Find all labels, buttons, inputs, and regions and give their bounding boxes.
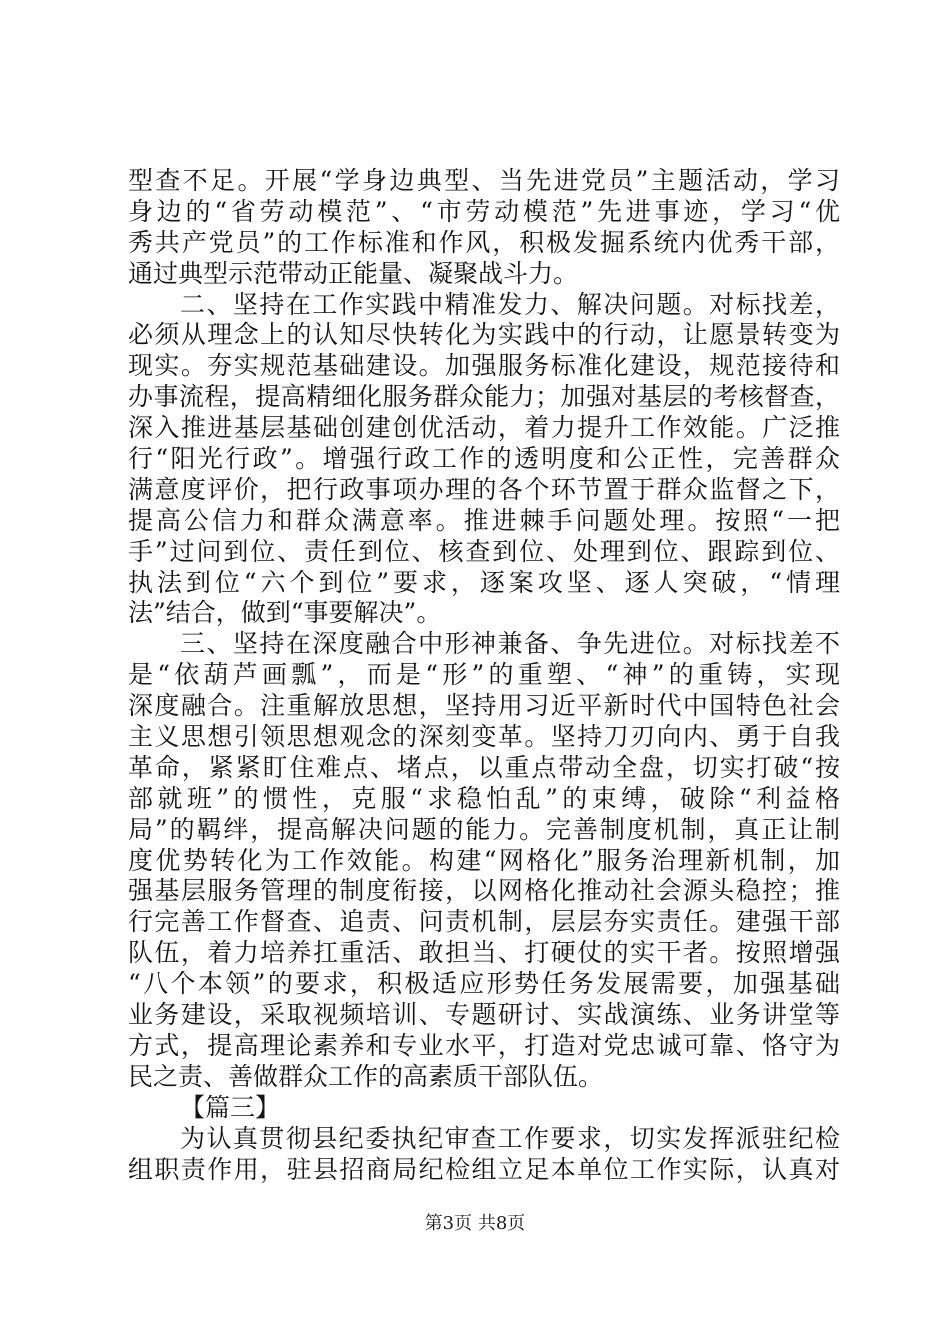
section-heading: 【篇三】 (180, 1092, 281, 1122)
text-line: 是“依葫芦画瓢”，而是“形”的重塑、“神”的重铸，实现 (128, 660, 840, 690)
text-line: 通过典型示范带动正能量、凝聚战斗力。 (128, 258, 579, 288)
text-line: 深入推进基层基础创建创优活动，着力提升工作效能。广泛推 (128, 413, 840, 443)
paragraph-section-three (128, 629, 840, 1092)
text-line: 主义思想引领思想观念的深刻变革。坚持刀刃向内、勇于自我 (128, 722, 840, 752)
paragraph-section-pian-san (128, 1124, 840, 1186)
text-line: 秀共产党员”的工作标准和作风，积极发掘系统内优秀干部， (128, 227, 840, 257)
text-line: 办事流程，提高精细化服务群众能力；加强对基层的考核督查， (128, 382, 840, 412)
text-line: 强基层服务管理的制度衔接，以网格化推动社会源头稳控；推 (128, 876, 840, 906)
document-body (128, 166, 840, 1185)
text-line: “八个本领”的要求，积极适应形势任务发展需要，加强基础 (128, 969, 840, 999)
page-number-footer: 第3页 共8页 (424, 1213, 526, 1234)
text-line: 局”的羁绊，提高解决问题的能力。完善制度机制，真正让制 (128, 814, 840, 844)
text-line: 队伍，着力培养扛重活、敢担当、打硬仗的实干者。按照增强 (128, 938, 840, 968)
text-line: 深度融合。注重解放思想，坚持用习近平新时代中国特色社会 (128, 691, 840, 721)
text-line: 方式，提高理论素养和专业水平，打造对党忠诚可靠、恪守为 (128, 1030, 840, 1060)
text-line: 提高公信力和群众满意率。推进棘手问题处理。按照“一把 (128, 505, 840, 535)
text-line: 三、坚持在深度融合中形神兼备、争先进位。对标找差不 (180, 629, 840, 659)
text-line: 型查不足。开展“学身边典型、当先进党员”主题活动，学习 (128, 166, 840, 195)
text-line: 身边的“省劳动模范”、“市劳动模范”先进事迹，学习“优 (128, 196, 840, 226)
text-line: 革命，紧紧盯住难点、堵点，以重点带动全盘，切实打破“按 (128, 752, 840, 782)
text-line: 现实。夯实规范基础建设。加强服务标准化建设，规范接待和 (128, 351, 840, 381)
text-line: 法”结合，做到“事要解决”。 (128, 598, 442, 628)
text-line: 执法到位“六个到位”要求，逐案攻坚、逐人突破，“情理 (128, 567, 840, 597)
text-line: 行完善工作督查、追责、问责机制，层层夯实责任。建强干部 (128, 907, 840, 937)
text-line: 满意度评价，把行政事项办理的各个环节置于群众监督之下， (128, 474, 840, 504)
paragraph-continued (128, 166, 840, 290)
text-line: 为认真贯彻县纪委执纪审查工作要求，切实发挥派驻纪检 (180, 1123, 840, 1153)
text-line: 手”过问到位、责任到位、核查到位、处理到位、跟踪到位、 (128, 536, 840, 566)
text-line: 必须从理念上的认知尽快转化为实践中的行动，让愿景转变为 (128, 320, 840, 350)
text-line: 组职责作用，驻县招商局纪检组立足本单位工作实际，认真对 (128, 1154, 840, 1184)
text-line: 民之责、善做群众工作的高素质干部队伍。 (128, 1061, 604, 1091)
text-line: 度优势转化为工作效能。构建“网格化”服务治理新机制，加 (128, 845, 840, 875)
text-line: 二、坚持在工作实践中精准发力、解决问题。对标找差， (180, 289, 840, 319)
paragraph-section-two (128, 290, 840, 630)
text-line: 部就班”的惯性，克服“求稳怕乱”的束缚，破除“利益格 (128, 783, 840, 813)
text-line: 业务建设，采取视频培训、专题研讨、实战演练、业务讲堂等 (128, 1000, 840, 1030)
text-line: 行“阳光行政”。增强行政工作的透明度和公正性，完善群众 (128, 444, 840, 474)
